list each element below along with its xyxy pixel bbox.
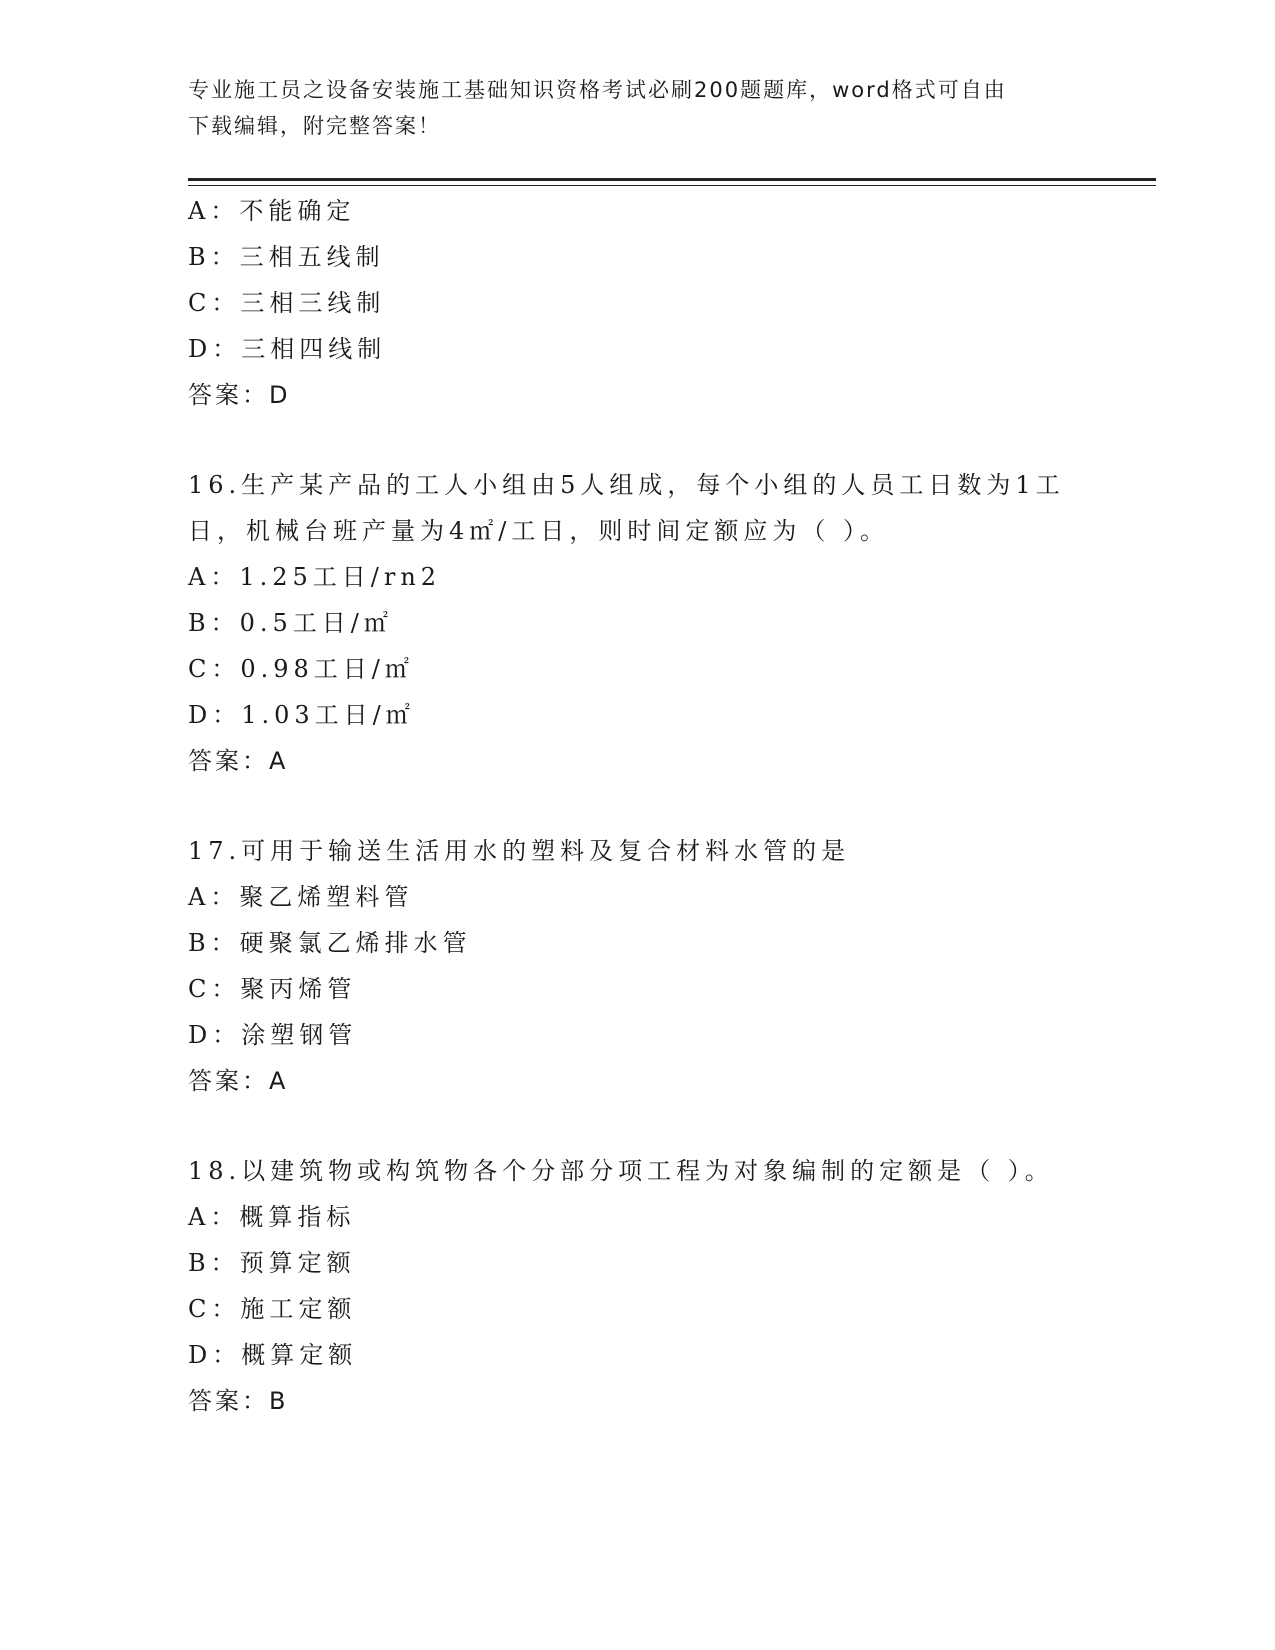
option-c: C：聚丙烯管 bbox=[188, 975, 357, 1003]
option-c: C：施工定额 bbox=[188, 1295, 357, 1323]
question-18 bbox=[188, 1148, 1108, 1424]
answer-line: 答案：D bbox=[188, 381, 291, 409]
option-b: B：硬聚氯乙烯排水管 bbox=[188, 929, 472, 957]
option-c: C：0.98工日/㎡ bbox=[188, 655, 414, 683]
option-b: B：0.5工日/㎡ bbox=[188, 609, 393, 637]
answer-line: 答案：A bbox=[188, 1067, 289, 1095]
header-line-2: 下载编辑，附完整答案！ bbox=[188, 114, 441, 138]
option-a: A：概算指标 bbox=[188, 1203, 356, 1231]
option-c: C：三相三线制 bbox=[188, 289, 386, 317]
question-stem: 17.可用于输送生活用水的塑料及复合材料水管的是 bbox=[188, 837, 851, 865]
option-a: A：不能确定 bbox=[188, 197, 356, 225]
option-b: B：三相五线制 bbox=[188, 243, 385, 271]
question-stem-line-1: 16.生产某产品的工人小组由5人组成，每个小组的人员工日数为1工 bbox=[188, 471, 1065, 499]
question-list bbox=[188, 188, 1108, 1424]
option-d: D：1.03工日/㎡ bbox=[188, 701, 415, 729]
option-a: A：1.25工日/rn2 bbox=[188, 563, 442, 591]
option-d: D：涂塑钢管 bbox=[188, 1021, 358, 1049]
question-17 bbox=[188, 828, 1108, 1104]
question-stem: 18.以建筑物或构筑物各个分部分项工程为对象编制的定额是（ ）。 bbox=[188, 1157, 1054, 1185]
option-b: B：预算定额 bbox=[188, 1249, 356, 1277]
answer-line: 答案：A bbox=[188, 747, 289, 775]
answer-line: 答案：B bbox=[188, 1387, 289, 1415]
header-divider-thick bbox=[188, 178, 1156, 181]
question-stem-line-2: 日，机械台班产量为4㎡/工日，则时间定额应为（ ）。 bbox=[188, 517, 889, 545]
header-divider-thin bbox=[188, 185, 1156, 186]
option-a: A：聚乙烯塑料管 bbox=[188, 883, 414, 911]
option-d: D：概算定额 bbox=[188, 1341, 358, 1369]
option-d: D：三相四线制 bbox=[188, 335, 387, 363]
document-header bbox=[188, 72, 1088, 144]
question-fragment-15 bbox=[188, 188, 1108, 418]
question-16 bbox=[188, 462, 1108, 784]
header-line-1: 专业施工员之设备安装施工基础知识资格考试必刷200题题库，word格式可自由 bbox=[188, 78, 1007, 102]
